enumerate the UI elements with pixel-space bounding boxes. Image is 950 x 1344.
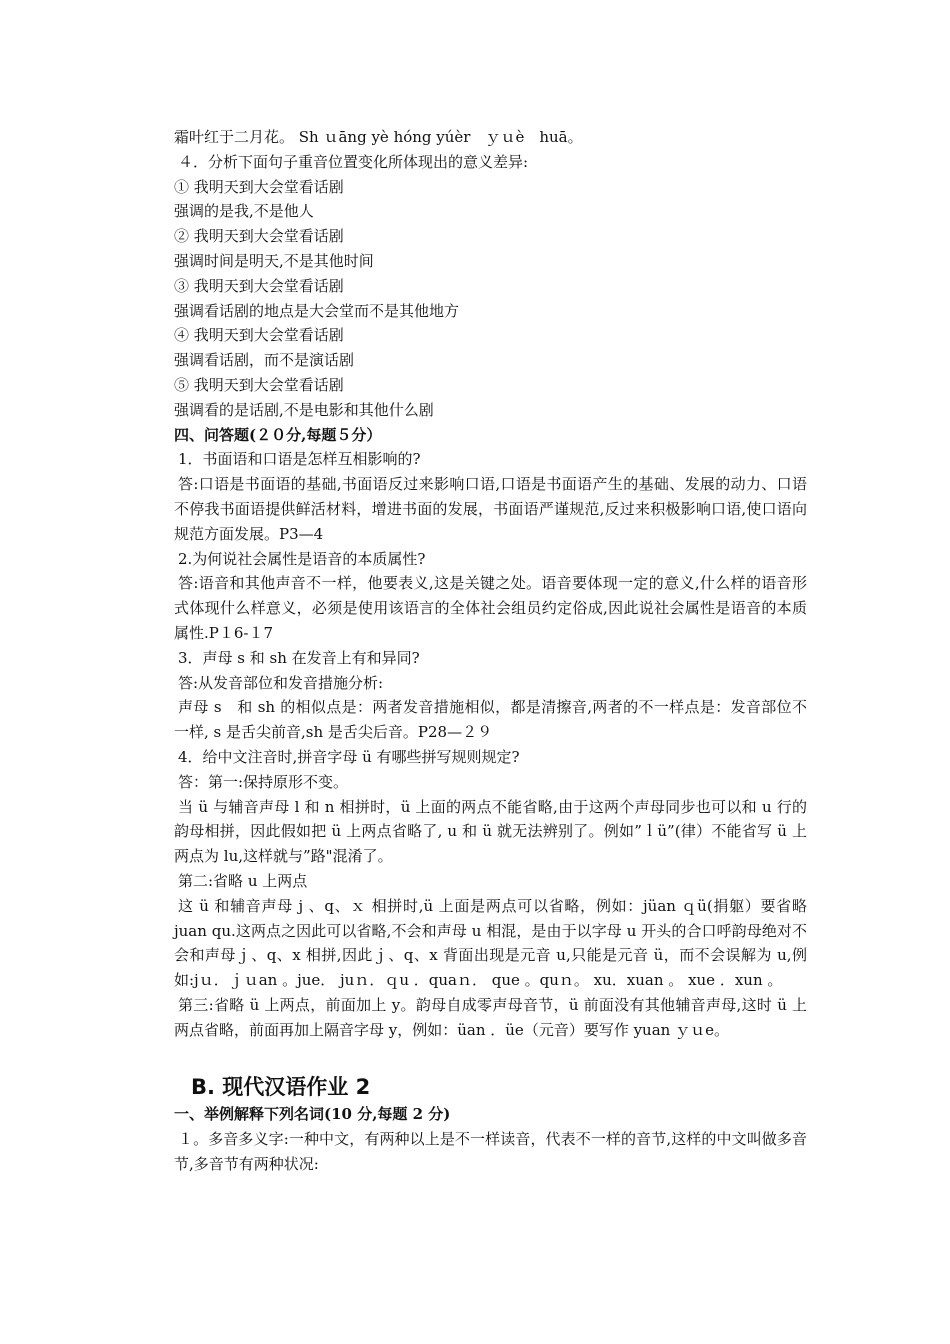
pinyin-line: 霜叶红于二月花。 Sh ｕāng yè hóng yúèr ｙｕè huā。 xyxy=(174,128,583,146)
answer-4-rule-2: 第二:省略 u 上两点 xyxy=(178,871,308,890)
part-b-section-1-title: 一、举例解释下列名词(10 分,每题 2 分) xyxy=(174,1105,451,1124)
sentence-2: ② 我明天到大会堂看话剧 xyxy=(174,227,344,246)
question-3: 3．声母 s 和 sh 在发音上有和异同? xyxy=(178,648,420,667)
part-b-title: B. 现代汉语作业 2 xyxy=(191,1075,371,1100)
explanation-3: 强调看话剧的地点是大会堂而不是其他地方 xyxy=(174,301,460,320)
sentence-3: ③ 我明天到大会堂看话剧 xyxy=(174,276,344,295)
question-4-heading: ４．分析下面句子重音位置变化所体现出的意义差异: xyxy=(178,152,529,171)
answer-2: 答:语音和其他声音不一样，他要表义,这是关键之处。语音要体现一定的意义,什么样的语音形式体现什么样意义，必须是使用该语言的全体社会组员约定俗成,因此说社会属性是语音的本质属性.P１6-１7 xyxy=(174,574,807,642)
part-b-item-1: １。多音多义字:一种中文，有两种以上是不一样读音，代表不一样的音节,这样的中文叫做多音节,多音节有两种状况: xyxy=(174,1130,807,1174)
question-1: 1．书面语和口语是怎样互相影响的? xyxy=(178,450,421,469)
answer-4-rule-3: 第三:省略 ü 上两点，前面加上 y。韵母自成零声母音节，ü 前面没有其他辅音声母,这时 ü 上两点省略，前面再加上隔音字母 y，例如：üan ．üe（元音）要写作 yuan ｙｕe。 xyxy=(174,995,807,1039)
explanation-2: 强调时间是明天,不是其他时间 xyxy=(174,251,374,270)
question-2: 2.为何说社会属性是语音的本质属性? xyxy=(178,549,426,568)
explanation-1: 强调的是我,不是他人 xyxy=(174,202,314,221)
sentence-1: ① 我明天到大会堂看话剧 xyxy=(174,177,344,196)
answer-4-rule-2-detail: 这 ü 和辅音声母 j 、q、ｘ 相拼时,ü 上面是两点可以省略，例如：jüan ｑü(捐躯）要省略 juan qu.这两点之因此可以省略,不会和声母 u 相混，是由于以字母 u 开头的合口呼韵母绝对不会和声母ｊ、q、x 相拼,因此ｊ、q、x 背面出现是元音 u,只能是元音 ü，而不会误解为 u,例如:jｕ．ｊｕan 。jue． juｎ．ｑu ．quaｎ． que 。quｎ。 xu．xuan 。 xue ．xun 。 xyxy=(174,896,812,990)
sentence-5: ⑤ 我明天到大会堂看话剧 xyxy=(174,375,344,394)
explanation-5: 强调看的是话剧,不是电影和其他什么剧 xyxy=(174,400,434,419)
answer-4-rule-1: 答：第一:保持原形不变。 xyxy=(178,772,349,791)
answer-3-intro: 答:从发音部位和发音措施分析: xyxy=(178,673,384,692)
answer-1: 答:口语是书面语的基础,书面语反过来影响口语,口语是书面语产生的基础、发展的动力、口语不停我书面语提供鲜活材料，增进书面的发展，书面语严谨规范,反过来积极影响口语,使口语向规范方面发展。P3—4 xyxy=(174,475,807,543)
sentence-4: ④ 我明天到大会堂看话剧 xyxy=(174,326,344,345)
question-4: 4．给中文注音时,拼音字母 ü 有哪些拼写规则规定? xyxy=(178,747,520,766)
answer-3: 声母 s 和 sh 的相似点是：两者发音措施相似，都是清擦音,两者的不一样点是：发音部位不一样, s 是舌尖前音,sh 是舌尖后音。P28—２９ xyxy=(174,698,807,742)
answer-4-rule-1-detail: 当 ü 与辅音声母 l 和 n 相拼时，ü 上面的两点不能省略,由于这两个声母同步也可以和 u 行的韵母相拼，因此假如把 ü 上两点省略了, u 和 ü 就无法辨别了。例如”ｌü”(律）不能省写 ü 上两点为 lu,这样就与”路"混淆了。 xyxy=(174,797,807,866)
section-4-title: 四、问答题(２０分,每题５分） xyxy=(174,425,382,444)
explanation-4: 强调看话剧，而不是演话剧 xyxy=(174,351,355,370)
